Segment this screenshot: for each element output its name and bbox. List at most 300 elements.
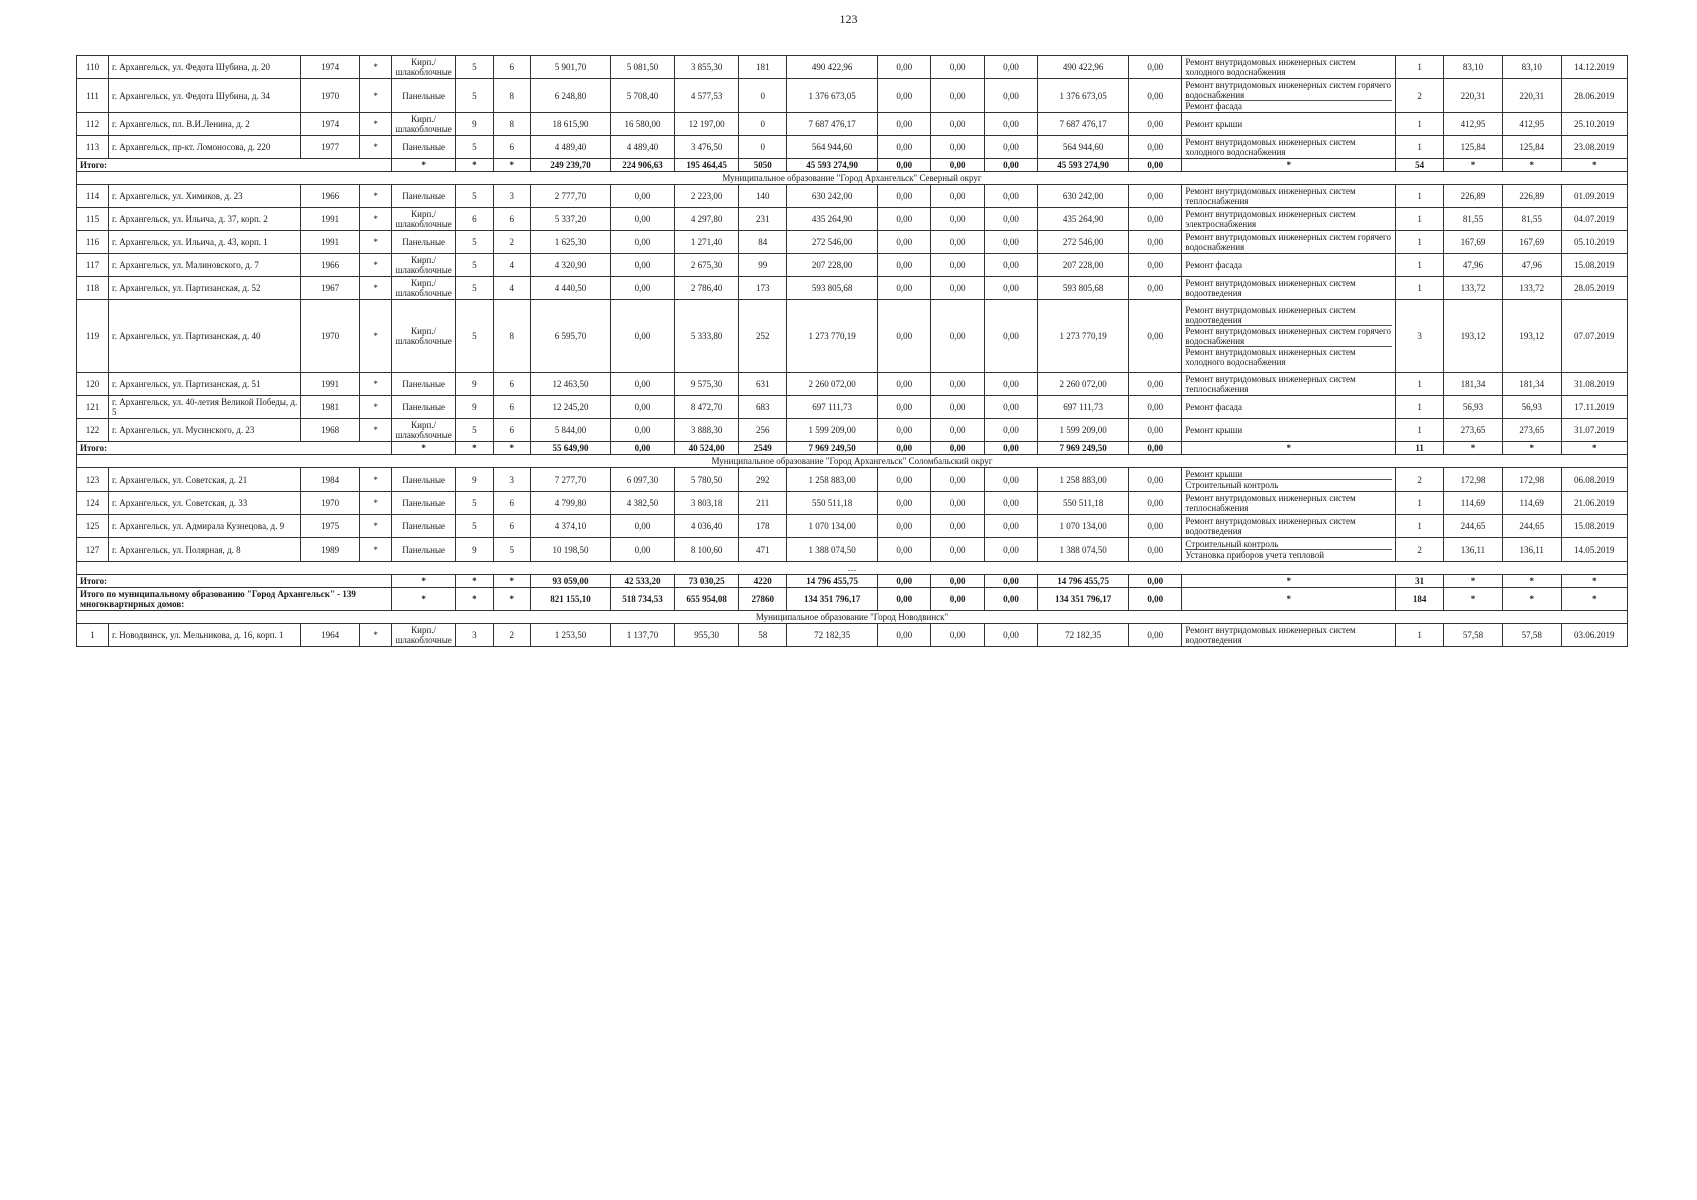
total-cell: 0,00: [984, 588, 1037, 611]
total-cell: 55 649,90: [530, 442, 610, 455]
table-cell: 15.08.2019: [1561, 254, 1627, 277]
table-row: [77, 373, 1628, 396]
total-cell: 4220: [739, 575, 787, 588]
table-cell: 167,69: [1502, 231, 1561, 254]
table-cell: 04.07.2019: [1561, 208, 1627, 231]
table-cell: 10 198,50: [530, 538, 610, 562]
table-cell: 0,00: [931, 185, 984, 208]
table-cell: 0,00: [931, 277, 984, 300]
table-cell: 0,00: [984, 373, 1037, 396]
repair-work-item: Ремонт внутридомовых инженерных систем холодного водоснабжения: [1185, 137, 1356, 157]
table-cell: 272 546,00: [1038, 231, 1129, 254]
table-cell: 0,00: [878, 56, 931, 79]
table-row: [77, 468, 1628, 492]
table-cell: 0,00: [984, 624, 1037, 647]
table-cell: 244,65: [1502, 515, 1561, 538]
table-cell: 0,00: [931, 515, 984, 538]
table-cell: 550 511,18: [1038, 492, 1129, 515]
table-cell: Панельные: [392, 396, 456, 419]
table-cell: 6 595,70: [530, 300, 610, 373]
repair-work-item: Ремонт внутридомовых инженерных систем водоотведения: [1185, 516, 1356, 536]
table-row: [77, 396, 1628, 419]
repair-work-item: Ремонт внутридомовых инженерных систем электроснабжения: [1185, 209, 1356, 229]
table-cell: 114: [77, 185, 109, 208]
table-cell: 0,00: [1129, 300, 1182, 373]
table-cell: 03.06.2019: [1561, 624, 1627, 647]
address-cell: г. Архангельск, ул. Химиков, д. 23: [109, 185, 301, 208]
table-cell: 25.10.2019: [1561, 113, 1627, 136]
table-cell: 1: [1396, 208, 1444, 231]
table-cell: 0,00: [1129, 136, 1182, 159]
table-cell: 5 708,40: [611, 79, 675, 113]
table-cell: 697 111,73: [787, 396, 878, 419]
table-cell: 99: [739, 254, 787, 277]
table-cell: 4 799,80: [530, 492, 610, 515]
table-cell: 2: [1396, 468, 1444, 492]
table-cell: *: [360, 136, 392, 159]
table-cell: 181: [739, 56, 787, 79]
table-cell: 252: [739, 300, 787, 373]
total-cell: *: [1444, 159, 1503, 172]
table-cell: 0,00: [1129, 208, 1182, 231]
table-cell: 181,34: [1502, 373, 1561, 396]
table-cell: 1 599 209,00: [1038, 419, 1129, 442]
table-cell: 1: [1396, 254, 1444, 277]
table-cell: 1 258 883,00: [787, 468, 878, 492]
table-cell: Панельные: [392, 515, 456, 538]
table-cell: 121: [77, 396, 109, 419]
repair-work-item: Ремонт внутридомовых инженерных систем горячего водоснабжения: [1185, 80, 1391, 100]
table-cell: 564 944,60: [787, 136, 878, 159]
total-cell: 0,00: [931, 588, 984, 611]
repair-works-cell: [1182, 56, 1396, 79]
table-cell: 0,00: [878, 419, 931, 442]
address-cell: г. Архангельск, ул. Советская, д. 21: [109, 468, 301, 492]
table-cell: 172,98: [1502, 468, 1561, 492]
total-cell: *: [493, 442, 530, 455]
total-cell: *: [392, 588, 456, 611]
table-cell: 256: [739, 419, 787, 442]
table-cell: 5: [456, 254, 493, 277]
table-cell: 1: [77, 624, 109, 647]
table-cell: 9: [456, 538, 493, 562]
total-cell: 14 796 455,75: [787, 575, 878, 588]
total-cell: *: [1561, 588, 1627, 611]
table-cell: 112: [77, 113, 109, 136]
table-row: [77, 538, 1628, 562]
repair-works-cell: [1182, 231, 1396, 254]
section-title: Муниципальное образование "Город Архангельск" Соломбальский округ: [77, 455, 1628, 468]
table-cell: 5 337,20: [530, 208, 610, 231]
table-cell: 1966: [301, 254, 360, 277]
table-cell: 207 228,00: [787, 254, 878, 277]
table-cell: 697 111,73: [1038, 396, 1129, 419]
table-cell: 07.07.2019: [1561, 300, 1627, 373]
table-cell: 9 575,30: [675, 373, 739, 396]
table-cell: 0: [739, 136, 787, 159]
table-cell: 4 382,50: [611, 492, 675, 515]
table-cell: *: [360, 208, 392, 231]
table-cell: 5: [456, 56, 493, 79]
repair-works-cell: [1182, 79, 1396, 113]
table-cell: *: [360, 396, 392, 419]
table-cell: 01.09.2019: [1561, 185, 1627, 208]
table-cell: 1: [1396, 396, 1444, 419]
table-cell: 6: [493, 492, 530, 515]
table-cell: 490 422,96: [787, 56, 878, 79]
table-cell: Панельные: [392, 538, 456, 562]
table-cell: 207 228,00: [1038, 254, 1129, 277]
table-cell: 18 615,90: [530, 113, 610, 136]
table-cell: 1991: [301, 231, 360, 254]
table-cell: 4 489,40: [530, 136, 610, 159]
total-cell: 518 734,53: [611, 588, 675, 611]
repair-work-item: Ремонт внутридомовых инженерных систем теплоснабжения: [1185, 374, 1356, 394]
address-cell: г. Архангельск, ул. Советская, д. 33: [109, 492, 301, 515]
table-cell: 0,00: [931, 373, 984, 396]
table-cell: 114,69: [1444, 492, 1503, 515]
table-cell: Панельные: [392, 79, 456, 113]
table-cell: 0,00: [984, 185, 1037, 208]
table-cell: 630 242,00: [1038, 185, 1129, 208]
total-cell: *: [1561, 575, 1627, 588]
total-cell: *: [1502, 442, 1561, 455]
total-cell: 7 969 249,50: [787, 442, 878, 455]
table-cell: 0,00: [931, 79, 984, 113]
table-cell: 56,93: [1502, 396, 1561, 419]
table-cell: 5 081,50: [611, 56, 675, 79]
table-cell: 6: [493, 208, 530, 231]
table-cell: 564 944,60: [1038, 136, 1129, 159]
table-cell: 955,30: [675, 624, 739, 647]
total-cell: *: [1182, 442, 1396, 455]
table-cell: 9: [456, 396, 493, 419]
table-cell: 1 388 074,50: [1038, 538, 1129, 562]
register-body: [77, 56, 1628, 647]
table-cell: 113: [77, 136, 109, 159]
table-cell: 6: [493, 515, 530, 538]
table-cell: 0,00: [1129, 538, 1182, 562]
table-cell: 0,00: [611, 300, 675, 373]
table-cell: 0,00: [984, 208, 1037, 231]
total-cell: *: [1502, 575, 1561, 588]
table-cell: 631: [739, 373, 787, 396]
table-cell: 172,98: [1444, 468, 1503, 492]
table-row: [77, 492, 1628, 515]
table-cell: 0,00: [931, 396, 984, 419]
page-number: 123: [839, 12, 858, 26]
table-cell: 1: [1396, 277, 1444, 300]
table-cell: 412,95: [1502, 113, 1561, 136]
table-cell: 0,00: [878, 113, 931, 136]
table-cell: 0,00: [931, 231, 984, 254]
repair-works-cell: [1182, 419, 1396, 442]
table-cell: 0,00: [611, 396, 675, 419]
table-cell: 6: [493, 373, 530, 396]
total-cell: 31: [1396, 575, 1444, 588]
table-cell: 28.06.2019: [1561, 79, 1627, 113]
table-cell: 5: [456, 300, 493, 373]
table-cell: 193,12: [1444, 300, 1503, 373]
table-row: [77, 113, 1628, 136]
table-cell: 1981: [301, 396, 360, 419]
table-cell: 1 388 074,50: [787, 538, 878, 562]
table-cell: 0,00: [984, 113, 1037, 136]
address-cell: г. Архангельск, ул. Партизанская, д. 40: [109, 300, 301, 373]
table-cell: 0: [739, 113, 787, 136]
table-cell: 1970: [301, 300, 360, 373]
table-cell: 683: [739, 396, 787, 419]
table-cell: 81,55: [1502, 208, 1561, 231]
table-cell: 8: [493, 113, 530, 136]
table-cell: 120: [77, 373, 109, 396]
table-cell: 0,00: [878, 538, 931, 562]
total-cell: *: [456, 588, 493, 611]
total-row: [77, 588, 1628, 611]
table-cell: 1: [1396, 136, 1444, 159]
repair-work-item: Строительный контроль: [1185, 539, 1392, 550]
table-cell: 8 472,70: [675, 396, 739, 419]
repair-work-item: Установка приборов учета тепловой: [1185, 550, 1325, 560]
section-header-row: [77, 562, 1628, 575]
table-cell: 0,00: [611, 538, 675, 562]
repair-works-cell: [1182, 538, 1396, 562]
table-cell: 273,65: [1502, 419, 1561, 442]
table-cell: 6: [493, 56, 530, 79]
repair-work-item: Ремонт внутридомовых инженерных систем горячего водоснабжения: [1185, 232, 1391, 252]
total-label: Итого:: [77, 575, 392, 588]
table-cell: 06.08.2019: [1561, 468, 1627, 492]
address-cell: г. Архангельск, ул. Полярная, д. 8: [109, 538, 301, 562]
table-cell: *: [360, 468, 392, 492]
table-cell: 0,00: [1129, 419, 1182, 442]
table-cell: 0,00: [984, 515, 1037, 538]
table-cell: 4: [493, 254, 530, 277]
table-cell: 0,00: [1129, 277, 1182, 300]
table-cell: 0,00: [931, 113, 984, 136]
table-row: [77, 515, 1628, 538]
table-cell: 3 803,18: [675, 492, 739, 515]
total-cell: 14 796 455,75: [1038, 575, 1129, 588]
table-cell: Панельные: [392, 492, 456, 515]
total-cell: 40 524,00: [675, 442, 739, 455]
table-cell: 435 264,90: [1038, 208, 1129, 231]
table-cell: 0,00: [1129, 79, 1182, 113]
table-cell: 220,31: [1444, 79, 1503, 113]
table-cell: 5: [456, 277, 493, 300]
table-cell: 2 223,00: [675, 185, 739, 208]
total-cell: 821 155,10: [530, 588, 610, 611]
table-cell: 1 273 770,19: [1038, 300, 1129, 373]
table-cell: 292: [739, 468, 787, 492]
address-cell: г. Архангельск, ул. Партизанская, д. 51: [109, 373, 301, 396]
table-cell: 5 901,70: [530, 56, 610, 79]
table-cell: 1: [1396, 373, 1444, 396]
table-cell: 2 675,30: [675, 254, 739, 277]
table-cell: 0,00: [1129, 468, 1182, 492]
table-cell: 0,00: [878, 300, 931, 373]
table-cell: 133,72: [1444, 277, 1503, 300]
repair-work-item: Ремонт фасада: [1185, 402, 1242, 412]
total-cell: *: [1182, 575, 1396, 588]
table-cell: 244,65: [1444, 515, 1503, 538]
table-cell: 0,00: [931, 468, 984, 492]
table-cell: 4 297,80: [675, 208, 739, 231]
table-cell: 0,00: [1129, 624, 1182, 647]
section-title: Муниципальное образование "Город Новодвинск": [77, 611, 1628, 624]
table-cell: 0,00: [984, 277, 1037, 300]
total-cell: *: [392, 159, 456, 172]
total-cell: 195 464,45: [675, 159, 739, 172]
table-cell: 0,00: [878, 136, 931, 159]
table-cell: 2: [1396, 79, 1444, 113]
table-cell: 47,96: [1502, 254, 1561, 277]
table-cell: 1: [1396, 624, 1444, 647]
total-cell: 73 030,25: [675, 575, 739, 588]
total-cell: 0,00: [931, 442, 984, 455]
total-cell: *: [1182, 588, 1396, 611]
table-cell: 0,00: [931, 492, 984, 515]
total-cell: 134 351 796,17: [787, 588, 878, 611]
table-cell: 0,00: [611, 231, 675, 254]
table-cell: 1977: [301, 136, 360, 159]
table-cell: 273,65: [1444, 419, 1503, 442]
table-cell: 220,31: [1502, 79, 1561, 113]
repair-work-item: Ремонт внутридомовых инженерных систем холодного водоснабжения: [1185, 57, 1356, 77]
table-cell: 0,00: [1129, 56, 1182, 79]
table-cell: 7 687 476,17: [787, 113, 878, 136]
table-cell: 0,00: [984, 79, 1037, 113]
table-cell: 0,00: [1129, 185, 1182, 208]
table-cell: 226,89: [1444, 185, 1503, 208]
table-cell: Кирп./ шлакоблочные: [392, 56, 456, 79]
total-cell: 224 906,63: [611, 159, 675, 172]
table-cell: 6 097,30: [611, 468, 675, 492]
repair-works-cell: [1182, 277, 1396, 300]
total-cell: 27860: [739, 588, 787, 611]
table-cell: Кирп./ шлакоблочные: [392, 300, 456, 373]
address-cell: г. Архангельск, ул. Ильича, д. 37, корп. 2: [109, 208, 301, 231]
table-cell: 21.06.2019: [1561, 492, 1627, 515]
table-cell: 226,89: [1502, 185, 1561, 208]
table-cell: 1967: [301, 277, 360, 300]
address-cell: г. Архангельск, ул. Мусинского, д. 23: [109, 419, 301, 442]
total-cell: 2549: [739, 442, 787, 455]
section-title: Муниципальное образование "Город Архангельск" Северный округ: [77, 172, 1628, 185]
table-cell: 1 376 673,05: [1038, 79, 1129, 113]
table-cell: *: [360, 419, 392, 442]
table-cell: 3 855,30: [675, 56, 739, 79]
table-cell: 181,34: [1444, 373, 1503, 396]
table-cell: 125,84: [1502, 136, 1561, 159]
table-cell: 5: [456, 79, 493, 113]
table-cell: 1 258 883,00: [1038, 468, 1129, 492]
address-cell: г. Архангельск, ул. Федота Шубина, д. 34: [109, 79, 301, 113]
total-cell: *: [1182, 159, 1396, 172]
table-cell: 4 036,40: [675, 515, 739, 538]
table-cell: 4 320,90: [530, 254, 610, 277]
table-cell: 3 476,50: [675, 136, 739, 159]
table-cell: 4 374,10: [530, 515, 610, 538]
table-cell: 173: [739, 277, 787, 300]
table-cell: 9: [456, 113, 493, 136]
table-cell: 31.08.2019: [1561, 373, 1627, 396]
table-cell: 5 844,00: [530, 419, 610, 442]
table-cell: 0,00: [611, 419, 675, 442]
repair-works-cell: [1182, 468, 1396, 492]
table-cell: Кирп./ шлакоблочные: [392, 113, 456, 136]
table-cell: 167,69: [1444, 231, 1503, 254]
total-cell: *: [1444, 588, 1503, 611]
repair-works-cell: [1182, 396, 1396, 419]
repair-works-cell: [1182, 136, 1396, 159]
table-cell: 122: [77, 419, 109, 442]
table-cell: 0,00: [878, 396, 931, 419]
table-cell: 0,00: [611, 208, 675, 231]
table-cell: 2 786,40: [675, 277, 739, 300]
table-cell: *: [360, 113, 392, 136]
repair-works-cell: [1182, 208, 1396, 231]
table-cell: 0,00: [878, 468, 931, 492]
table-cell: 1 273 770,19: [787, 300, 878, 373]
total-cell: *: [1502, 588, 1561, 611]
table-cell: Панельные: [392, 468, 456, 492]
table-cell: 231: [739, 208, 787, 231]
address-cell: г. Архангельск, ул. Адмирала Кузнецова, д. 9: [109, 515, 301, 538]
total-cell: *: [1561, 442, 1627, 455]
table-cell: *: [360, 277, 392, 300]
table-cell: 6: [493, 396, 530, 419]
table-cell: 1: [1396, 231, 1444, 254]
table-cell: 57,58: [1502, 624, 1561, 647]
total-cell: 134 351 796,17: [1038, 588, 1129, 611]
table-cell: 0,00: [984, 396, 1037, 419]
table-cell: 1 253,50: [530, 624, 610, 647]
table-cell: 4 440,50: [530, 277, 610, 300]
table-cell: 0,00: [984, 419, 1037, 442]
table-cell: 2 260 072,00: [787, 373, 878, 396]
table-cell: 72 182,35: [787, 624, 878, 647]
table-cell: 1968: [301, 419, 360, 442]
table-cell: 5: [456, 492, 493, 515]
table-cell: 125: [77, 515, 109, 538]
total-cell: 0,00: [984, 159, 1037, 172]
table-row: [77, 624, 1628, 647]
total-cell: 0,00: [611, 442, 675, 455]
table-cell: 5: [456, 515, 493, 538]
table-cell: 2: [493, 624, 530, 647]
table-cell: 1 070 134,00: [787, 515, 878, 538]
table-cell: 110: [77, 56, 109, 79]
table-cell: 1964: [301, 624, 360, 647]
address-cell: г. Новодвинск, ул. Мельникова, д. 16, корп. 1: [109, 624, 301, 647]
table-cell: 0,00: [878, 373, 931, 396]
total-cell: 45 593 274,90: [787, 159, 878, 172]
table-cell: *: [360, 79, 392, 113]
table-cell: 72 182,35: [1038, 624, 1129, 647]
table-cell: 81,55: [1444, 208, 1503, 231]
table-cell: 1: [1396, 56, 1444, 79]
capital-repair-register-table: [76, 55, 1628, 647]
table-cell: 0,00: [931, 624, 984, 647]
section-header-row: [77, 611, 1628, 624]
table-cell: 7 687 476,17: [1038, 113, 1129, 136]
table-row: [77, 56, 1628, 79]
table-cell: 58: [739, 624, 787, 647]
total-cell: 0,00: [1129, 588, 1182, 611]
total-label: Итого:: [77, 442, 392, 455]
table-cell: *: [360, 492, 392, 515]
